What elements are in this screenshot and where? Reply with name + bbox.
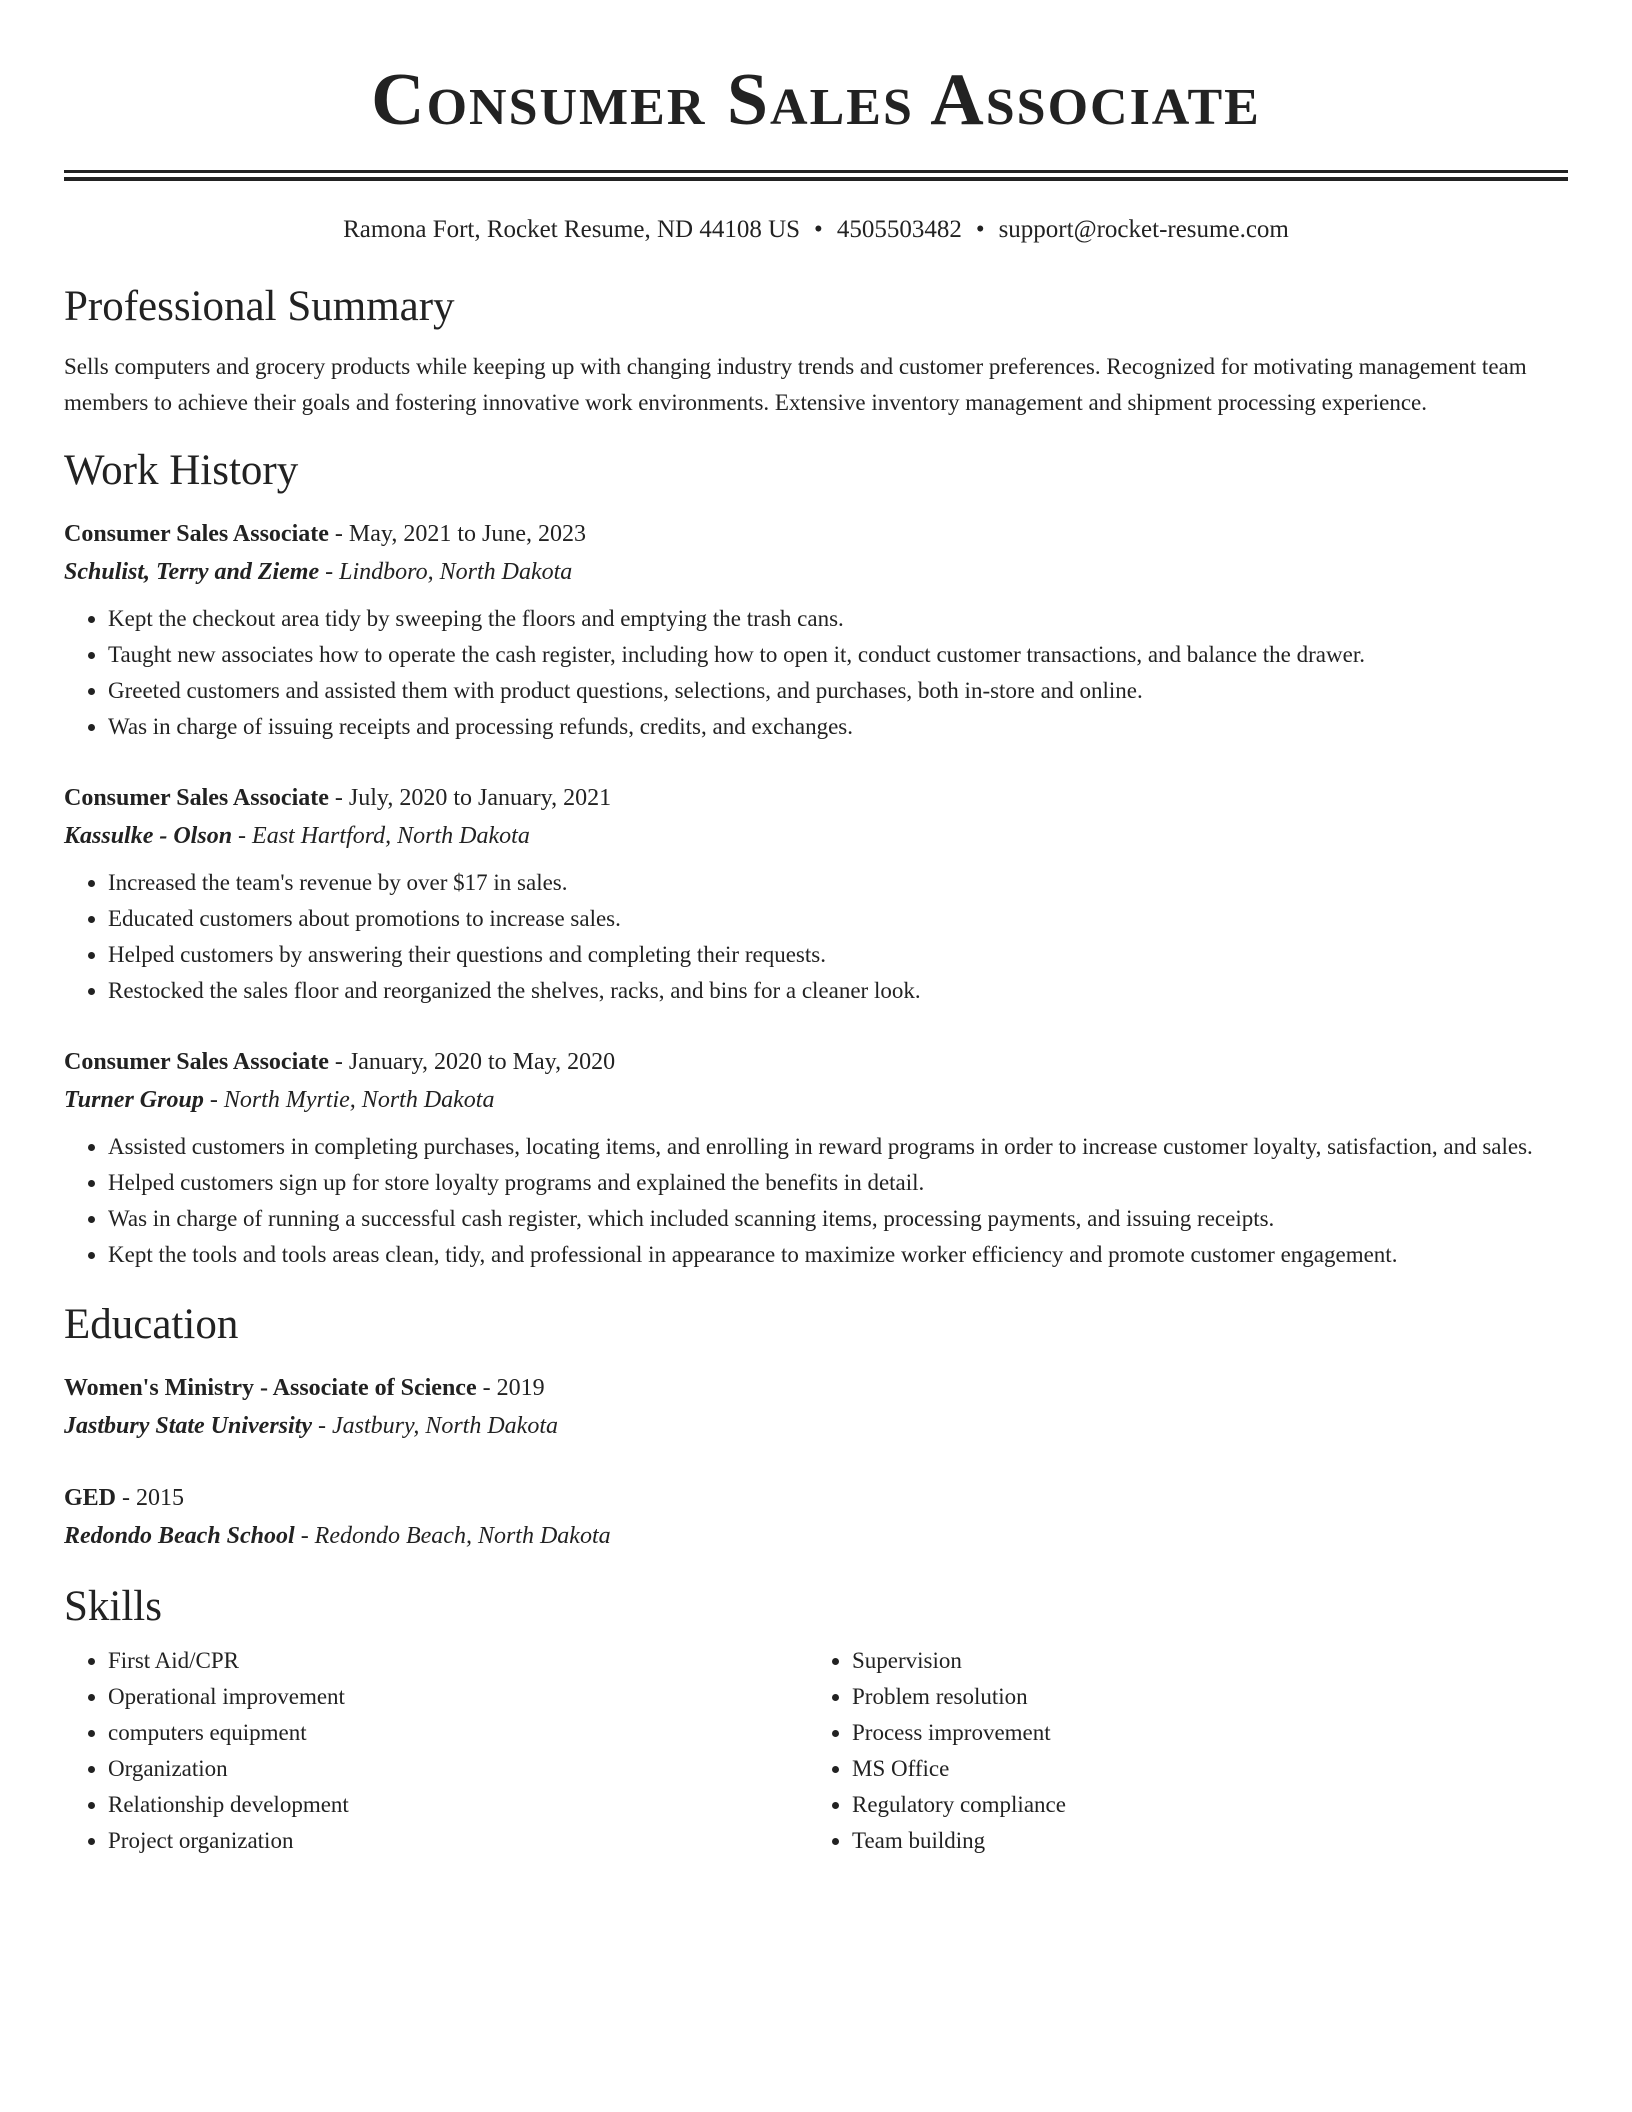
skills-right-list	[808, 1643, 1552, 1859]
work-history-heading: Work History	[64, 447, 299, 494]
contact-phone: 4505503482	[836, 216, 962, 243]
summary-text: Sells computers and grocery products while keeping up with changing industry trends and customer preferences. Recognized for motivating management team members to achieve their goals and fostering innovative work environments. Extensive inventory management and shipment processing experience.	[64, 354, 1527, 415]
job-bullet: • Helped customers sign up for store loyalty programs and explained the benefits in detail.	[108, 1165, 1568, 1201]
education-degree: Women's Ministry - Associate of Science	[64, 1375, 477, 1401]
skill-item: • Problem resolution	[852, 1679, 1552, 1715]
education-heading: Education	[64, 1301, 239, 1348]
job-dates: - July, 2020 to January, 2021	[328, 785, 612, 811]
job-role: Consumer Sales Associate	[64, 785, 329, 811]
skill-item: • Regulatory compliance	[852, 1787, 1552, 1823]
education-entry	[64, 1479, 1568, 1555]
skill-item: • MS Office	[852, 1751, 1552, 1787]
education-location: - Redondo Beach, North Dakota	[294, 1523, 611, 1549]
job-company: Turner Group	[64, 1087, 204, 1113]
skills-heading: Skills	[64, 1583, 162, 1630]
job-bullets	[64, 865, 1568, 1009]
education-school-line	[64, 1407, 1568, 1445]
job-company-line	[64, 1081, 1568, 1119]
job-company-line	[64, 817, 1568, 855]
job-bullet: • Increased the team's revenue by over $17 in sales.	[108, 865, 1568, 901]
job-entry	[64, 1043, 1568, 1273]
job-role-line	[64, 779, 1568, 817]
education-degree: GED	[64, 1485, 117, 1511]
job-entry	[64, 779, 1568, 1009]
contact-separator: •	[814, 216, 823, 243]
education-location: - Jastbury, North Dakota	[312, 1413, 559, 1439]
skill-item: • Process improvement	[852, 1715, 1552, 1751]
education-degree-line	[64, 1369, 1568, 1407]
contact-email: support@rocket-resume.com	[998, 216, 1289, 243]
skill-item: • Project organization	[108, 1823, 808, 1859]
education-school: Redondo Beach School	[64, 1523, 295, 1549]
job-bullets	[64, 601, 1568, 745]
job-company-line	[64, 553, 1568, 591]
education-school-line	[64, 1517, 1568, 1555]
contact-separator: •	[975, 216, 985, 243]
job-role: Consumer Sales Associate	[64, 521, 329, 547]
skill-item: • Supervision	[852, 1643, 1552, 1679]
contact-address: Ramona Fort, Rocket Resume, ND 44108 US	[343, 216, 801, 243]
education-entry	[64, 1369, 1568, 1445]
job-location: - North Myrtie, North Dakota	[203, 1087, 495, 1113]
education-year: - 2019	[476, 1375, 545, 1401]
summary-heading: Professional Summary	[64, 283, 455, 330]
job-company: Kassulke - Olson	[64, 823, 233, 849]
job-entry	[64, 515, 1568, 745]
resume-title: Consumer Sales Associate	[371, 59, 1261, 141]
skill-item: • Operational improvement	[108, 1679, 808, 1715]
job-bullet: • Was in charge of issuing receipts and processing refunds, credits, and exchanges.	[108, 709, 1568, 745]
education-year: - 2015	[116, 1485, 185, 1511]
job-bullets	[64, 1129, 1568, 1273]
contact-line	[64, 213, 1568, 247]
skills-columns	[64, 1643, 1568, 1859]
skill-item: • Relationship development	[108, 1787, 808, 1823]
job-company: Schulist, Terry and Zieme	[64, 559, 320, 585]
job-dates: - January, 2020 to May, 2020	[328, 1049, 616, 1075]
skills-left-list	[64, 1643, 808, 1859]
job-bullet: • Educated customers about promotions to increase sales.	[108, 901, 1568, 937]
skill-item: • First Aid/CPR	[108, 1643, 808, 1679]
job-bullet: • Assisted customers in completing purchases, locating items, and enrolling in reward programs in order to increase customer loyalty, satisfaction, and sales.	[108, 1129, 1568, 1165]
job-role-line	[64, 515, 1568, 553]
skill-item: • Organization	[108, 1751, 808, 1787]
job-role: Consumer Sales Associate	[64, 1049, 329, 1075]
skill-item: • Team building	[852, 1823, 1552, 1859]
job-role-line	[64, 1043, 1568, 1081]
job-bullet: • Was in charge of running a successful cash register, which included scanning items, processing payments, and issuing receipts.	[108, 1201, 1568, 1237]
title-divider	[64, 170, 1568, 181]
education-degree-line	[64, 1479, 1568, 1517]
job-location: - Lindboro, North Dakota	[319, 559, 573, 585]
job-dates: - May, 2021 to June, 2023	[328, 521, 586, 547]
job-bullet: • Greeted customers and assisted them with product questions, selections, and purchases, both in-store and online.	[108, 673, 1568, 709]
job-bullet: • Helped customers by answering their questions and completing their requests.	[108, 937, 1568, 973]
education-school: Jastbury State University	[64, 1413, 313, 1439]
job-location: - East Hartford, North Dakota	[232, 823, 530, 849]
job-bullet: • Kept the tools and tools areas clean, tidy, and professional in appearance to maximize worker efficiency and promote customer engagement.	[108, 1237, 1568, 1273]
skill-item: • computers equipment	[108, 1715, 808, 1751]
job-bullet: • Kept the checkout area tidy by sweeping the floors and emptying the trash cans.	[108, 601, 1568, 637]
job-bullet: • Restocked the sales floor and reorganized the shelves, racks, and bins for a cleaner look.	[108, 973, 1568, 1009]
job-bullet: • Taught new associates how to operate the cash register, including how to open it, conduct customer transactions, and balance the drawer.	[108, 637, 1568, 673]
